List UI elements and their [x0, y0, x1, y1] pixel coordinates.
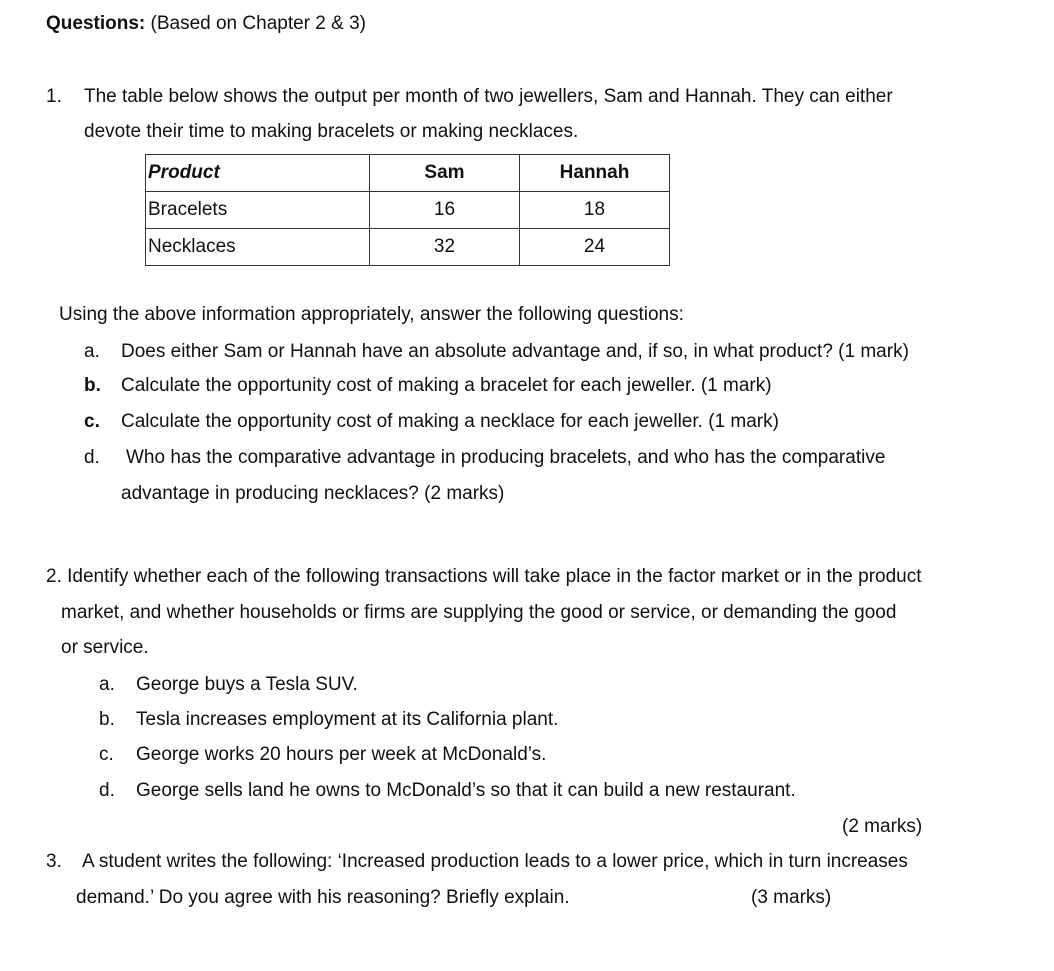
- q1-part-d-marker: d.: [84, 447, 100, 468]
- q2-text-line1: 2. Identify whether each of the following transactions will take place in the factor market or in the product: [46, 566, 922, 587]
- table-cell: Necklaces: [146, 229, 370, 266]
- q2-part-d-marker: d.: [99, 780, 115, 801]
- q1-text-line1: The table below shows the output per month of two jewellers, Sam and Hannah. They can either: [84, 86, 893, 107]
- header-subtitle: (Based on Chapter 2 & 3): [150, 13, 366, 34]
- table-cell: Bracelets: [146, 192, 370, 229]
- q1-part-c-text: Calculate the opportunity cost of making a necklace for each jeweller. (1 mark): [121, 411, 779, 432]
- q3-text-line1: A student writes the following: ‘Increased production leads to a lower price, which in turn increases: [82, 851, 908, 872]
- header-product: Product: [146, 155, 370, 192]
- q2-part-a-text: George buys a Tesla SUV.: [136, 674, 358, 695]
- table-cell: 24: [520, 229, 670, 266]
- q1-part-a-text: Does either Sam or Hannah have an absolute advantage and, if so, in what product? (1 mark): [121, 341, 909, 362]
- table-row: [146, 229, 670, 266]
- q1-part-d-text-line2: advantage in producing necklaces? (2 marks): [121, 483, 505, 504]
- table-cell: 18: [520, 192, 670, 229]
- q1-number: 1.: [46, 86, 62, 107]
- table-cell: 16: [370, 192, 520, 229]
- q1-part-a-marker: a.: [84, 341, 100, 362]
- q2-part-a-marker: a.: [99, 674, 115, 695]
- header-sam: Sam: [370, 155, 520, 192]
- q2-part-c-marker: c.: [99, 744, 114, 765]
- header-label: Questions:: [46, 13, 146, 34]
- page-header: [46, 13, 366, 35]
- q3-marks: (3 marks): [751, 887, 832, 908]
- table-header-row: [146, 155, 670, 192]
- q2-part-b-text: Tesla increases employment at its California plant.: [136, 709, 559, 730]
- q2-text-line3: or service.: [61, 637, 149, 658]
- q1-instruction: Using the above information appropriately, answer the following questions:: [59, 304, 684, 325]
- q2-marks: (2 marks): [842, 816, 923, 837]
- q2-part-d-text: George sells land he owns to McDonald’s so that it can build a new restaurant.: [136, 780, 796, 801]
- q1-text-line2: devote their time to making bracelets or making necklaces.: [84, 121, 579, 142]
- q2-part-c-text: George works 20 hours per week at McDonald’s.: [136, 744, 547, 765]
- q1-part-c-marker: c.: [84, 411, 100, 432]
- output-table: [145, 154, 670, 266]
- q1-part-d-text: Who has the comparative advantage in producing bracelets, and who has the comparative: [126, 447, 886, 468]
- q3-text-line2: demand.’ Do you agree with his reasoning? Briefly explain.: [76, 887, 570, 908]
- q1-part-b-text: Calculate the opportunity cost of making a bracelet for each jeweller. (1 mark): [121, 375, 772, 396]
- q2-part-b-marker: b.: [99, 709, 115, 730]
- q1-part-b-marker: b.: [84, 375, 101, 396]
- q2-text-line2: market, and whether households or firms are supplying the good or service, or demanding the good: [61, 602, 897, 623]
- q3-number: 3.: [46, 851, 62, 872]
- table-cell: 32: [370, 229, 520, 266]
- header-hannah: Hannah: [520, 155, 670, 192]
- table-row: [146, 192, 670, 229]
